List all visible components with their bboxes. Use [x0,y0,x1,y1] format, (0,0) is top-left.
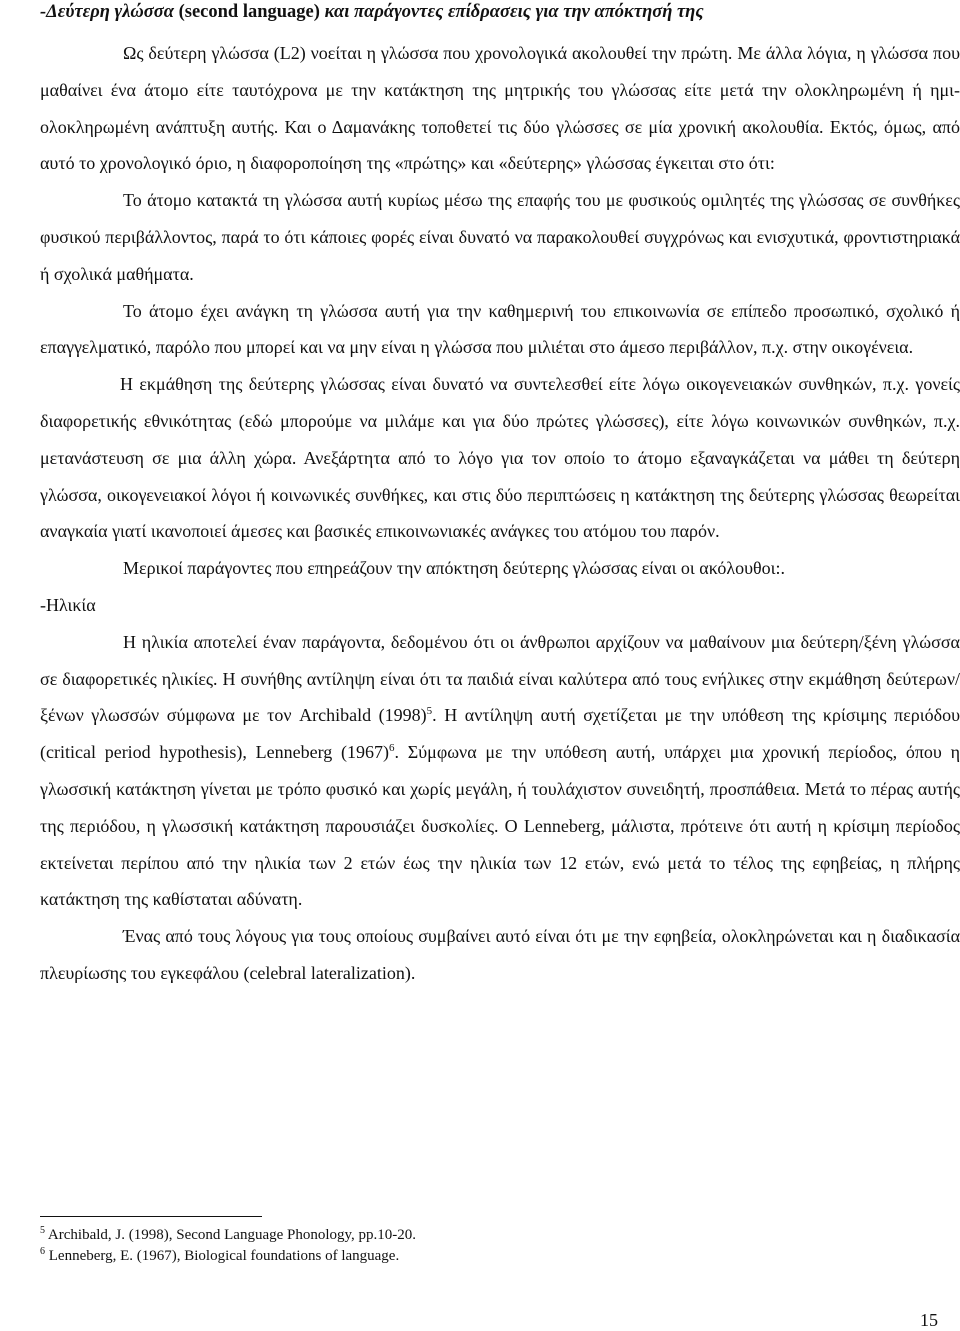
paragraph-natural-acquisition: Το άτομο κατακτά τη γλώσσα αυτή κυρίως μέσω της επαφής του με φυσικούς ομιλητές της γλώσσας σε συνθήκες φυσικού περιβάλλοντος, παρά το ότι κάποιες φορές είναι δυνατό να παρακολουθεί συγχρόνως και ενισχυτικά, φροντιστηριακά ή σχολικά μαθήματα. [40,190,960,284]
footnote-text: Archibald, J. (1998), Second Language Phonology, pp.10-20. [45,1227,417,1243]
section-heading [40,0,940,24]
footnote-text: Lenneberg, E. (1967), Biological foundations of language. [45,1248,400,1264]
footnote-number: 6 [40,1246,45,1257]
footnote-item [40,1225,940,1246]
paragraph-lateralization: Ένας από τους λόγους για τους οποίους συμβαίνει αυτό είναι ότι με την εφηβεία, ολοκληρώνεται και η διαδικασία πλευρίωσης του εγκεφάλου (celebral lateralization). [40,926,960,983]
footnote-item [40,1246,940,1267]
subheading-age: -Ηλικία [40,594,96,615]
footnote-ref-5: 5 [426,705,433,718]
paragraph-age-part-1: Η ηλικία αποτελεί έναν παράγοντα, δεδομένου ότι οι άνθρωποι αρχίζουν να μαθαίνουν μια δεύτερη/ξένη γλώσσα σε διαφορετικές ηλικίες. Η συνήθης αντίληψη είναι ότι τα παιδιά είναι καλύτερα από τους ενήλικες στην εκμάθηση δεύτερων/ ξένων γλωσσών σύμφωνα με τον Archibald (1998) [40,631,960,726]
paragraph-daily-need: Το άτομο έχει ανάγκη τη γλώσσα αυτή για την καθημερινή του επικοινωνία σε επίπεδο προσωπικό, σχολικό ή επαγγελματικό, παρόλο που μπορεί και να μην είναι η γλώσσα που μιλιέται στο άμεσο περιβάλλον, π.χ. στην οικογένεια. [40,300,960,358]
paragraph-age-part-3: . Σύμφωνα με την υπόθεση αυτή, υπάρχει μια χρονική περίοδος, όπου η γλωσσική κατάκτηση γίνεται με τρόπο φυσικό και χωρίς μεγάλη, ή τουλάχιστον συνειδητή, προσπάθεια. Μετά το πέρας αυτής της περιόδου, η γλωσσική κατάκτηση παρουσιάζει δυσκολίες. Ο Lenneberg, μάλιστα, πρότεινε ότι αυτή η κρίσιμη περίοδος εκτείνεται περίπου από την ηλικία των 2 ετών έως την ηλικία των 12 ετών, ενώ μετά το τέλος της εφηβείας, η πλήρης κατάκτηση της καθίσταται αδύνατη. [40,742,960,910]
heading-greek-end: και παράγοντες επίδρασεις για την απόκτησή της [324,2,704,22]
paragraph-factors-intro: Μερικοί παράγοντες που επηρεάζουν την απόκτηση δεύτερης γλώσσας είναι οι ακόλουθοι:. [123,558,785,579]
heading-english-term: (second language) [173,2,325,22]
footnote-ref-6: 6 [389,742,395,755]
footnotes [40,1225,940,1267]
heading-greek-start: -Δεύτερη γλώσσα [40,2,174,22]
body-text [40,35,960,992]
footnote-separator [40,1216,262,1217]
page-number: 15 [920,1310,938,1330]
paragraph-learning-conditions: Η εκμάθηση της δεύτερης γλώσσας είναι δυνατό να συντελεσθεί είτε λόγω οικογενειακών συνθηκών, π.χ. γονείς διαφορετικής εθνικότητας (εδώ μπορούμε να μιλάμε και για δύο πρώτες γλώσσες), είτε λόγω κοινωνικών συνθηκών, π.χ. μετανάστευση σε μια άλλη χώρα. Ανεξάρτητα από το λόγο για τον οποίο το άτομο εξαναγκάζεται να μάθει τη δεύτερη γλώσσα, οικογενειακοί λόγοι ή κοινωνικές συνθήκες, και στις δύο περιπτώσεις η κατάκτηση της δεύτερης γλώσσας θεωρείται αναγκαία γιατί ικανοποιεί άμεσες και βασικές επικοινωνιακές ανάγκες του ατόμου του παρόν. [40,374,960,542]
footnote-number: 5 [40,1225,45,1236]
paragraph-age-part-2: . Η αντίληψη αυτή σχετίζεται με την υπόθεση της κρίσιμης περιόδου (critical period hypothesis), Lenneberg (1967) [40,705,960,763]
paragraph-age [40,624,960,918]
paragraph-definition: Ως δεύτερη γλώσσα (L2) νοείται η γλώσσα που χρονολογικά ακολουθεί την πρώτη. Με άλλα λόγια, η γλώσσα που μαθαίνει ένα άτομο είτε ταυτόχρονα με την κατάκτηση της μητρικής του γλώσσας είτε μετά την ολοκληρωμένη ή ημι-ολοκληρωμένη ανάπτυξη αυτής. Και ο Δαμανάκης τοποθετεί τις δύο γλώσσες σε μία χρονική ακολουθία. Εκτός, όμως, από αυτό το χρονολογικό όριο, η διαφοροποίηση της «πρώτης» και «δεύτερης» γλώσσας έγκειται στο ότι: [40,43,960,174]
